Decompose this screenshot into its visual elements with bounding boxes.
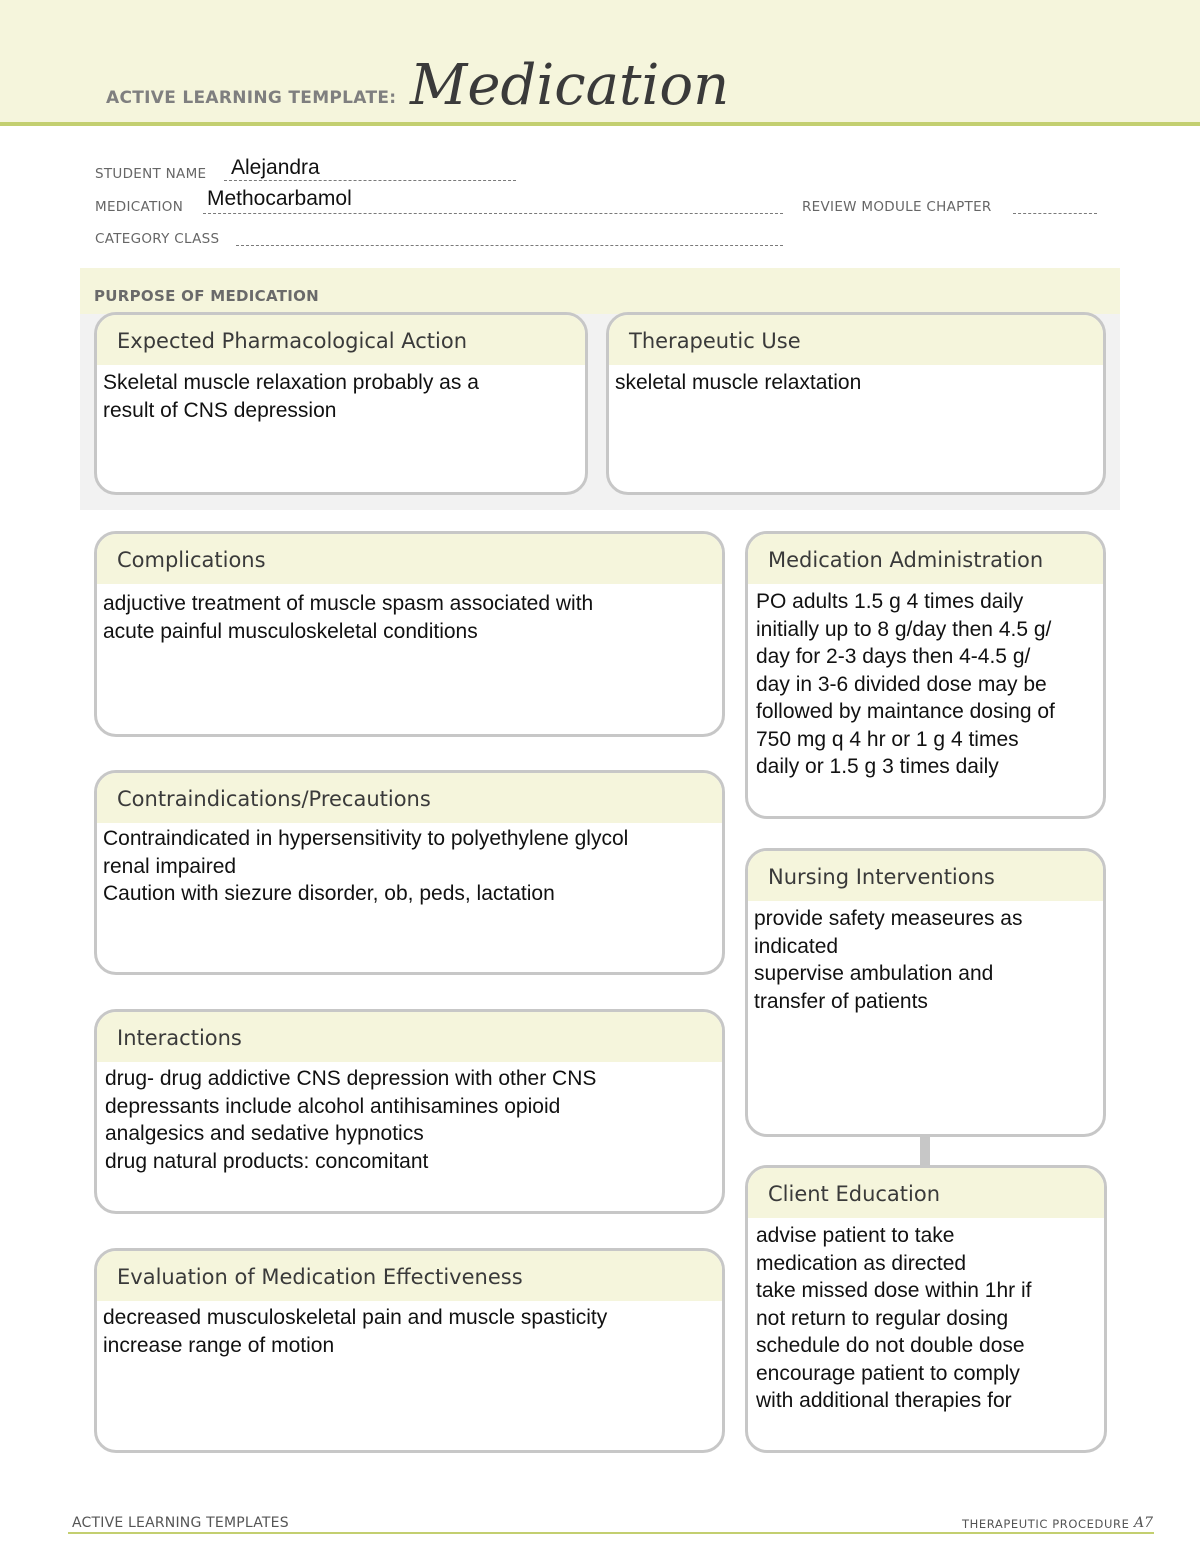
expected-action-box xyxy=(94,312,588,495)
student-name-line xyxy=(224,180,516,181)
expected-action-text[interactable]: Skeletal muscle relaxation probably as a result of CNS depression xyxy=(103,371,479,422)
evaluation-box xyxy=(94,1248,725,1453)
footer-divider xyxy=(68,1532,1154,1534)
evaluation-title: Evaluation of Medication Effectiveness xyxy=(97,1251,722,1301)
medication-field[interactable]: Methocarbamol xyxy=(207,187,352,210)
administration-box xyxy=(745,531,1106,819)
connector-bar xyxy=(920,1136,930,1166)
complications-text[interactable]: adjuctive treatment of muscle spasm associated with acute painful musculoskeletal conditions xyxy=(103,592,594,643)
contraindications-title: Contraindications/Precautions xyxy=(97,773,722,823)
medication-line xyxy=(203,213,783,214)
therapeutic-use-box xyxy=(606,312,1106,495)
footer-left: ACTIVE LEARNING TEMPLATES xyxy=(72,1515,289,1531)
category-class-label: CATEGORY CLASS xyxy=(95,231,220,247)
client-education-title: Client Education xyxy=(748,1168,1104,1218)
evaluation-text[interactable]: decreased musculoskeletal pain and muscle spasticity increase range of motion xyxy=(103,1306,608,1357)
template-label: ACTIVE LEARNING TEMPLATE: xyxy=(106,88,397,108)
administration-text[interactable]: PO adults 1.5 g 4 times daily initially up to 8 g/day then 4.5 g/ day for 2-3 days then 4-4.5 g/ day in 3-6 divided dose may be followed by maintance dosing of 750 mg q 4 hr or 1 g 4 times daily or 1.5 g 3 times daily xyxy=(756,590,1055,778)
complications-title: Complications xyxy=(97,534,722,584)
template-title: Medication xyxy=(410,53,730,118)
complications-box xyxy=(94,531,725,737)
therapeutic-use-title: Therapeutic Use xyxy=(609,315,1103,365)
footer-page-number: A7 xyxy=(1134,1515,1154,1531)
nursing-interventions-title: Nursing Interventions xyxy=(748,851,1103,901)
purpose-label: PURPOSE OF MEDICATION xyxy=(94,287,320,305)
contraindications-box xyxy=(94,770,725,975)
review-module-field[interactable] xyxy=(1013,213,1097,214)
review-module-label: REVIEW MODULE CHAPTER xyxy=(802,199,992,215)
interactions-box xyxy=(94,1009,725,1214)
header-divider xyxy=(0,122,1200,126)
therapeutic-use-text[interactable]: skeletal muscle relaxtation xyxy=(615,371,862,394)
footer-right: THERAPEUTIC PROCEDURE xyxy=(962,1517,1130,1531)
expected-action-title: Expected Pharmacological Action xyxy=(97,315,585,365)
category-class-field[interactable] xyxy=(236,245,783,246)
student-name-label: STUDENT NAME xyxy=(95,166,207,182)
student-name-field[interactable]: Alejandra xyxy=(231,156,320,179)
client-education-box xyxy=(745,1165,1107,1453)
nursing-interventions-text[interactable]: provide safety measeures as indicated supervise ambulation and transfer of patients xyxy=(754,907,1023,1013)
medication-label: MEDICATION xyxy=(95,199,184,215)
interactions-text[interactable]: drug- drug addictive CNS depression with other CNS depressants include alcohol antihisamines opioid analgesics and sedative hypnotics drug natural products: concomitant xyxy=(105,1067,597,1173)
administration-title: Medication Administration xyxy=(748,534,1103,584)
contraindications-text[interactable]: Contraindicated in hypersensitivity to polyethylene glycol renal impaired Caution with siezure disorder, ob, peds, lactation xyxy=(103,827,629,905)
nursing-interventions-box xyxy=(745,848,1106,1137)
interactions-title: Interactions xyxy=(97,1012,722,1062)
client-education-text[interactable]: advise patient to take medication as directed take missed dose within 1hr if not return to regular dosing schedule do not double dose encourage patient to comply with additional therapies for xyxy=(756,1224,1032,1412)
